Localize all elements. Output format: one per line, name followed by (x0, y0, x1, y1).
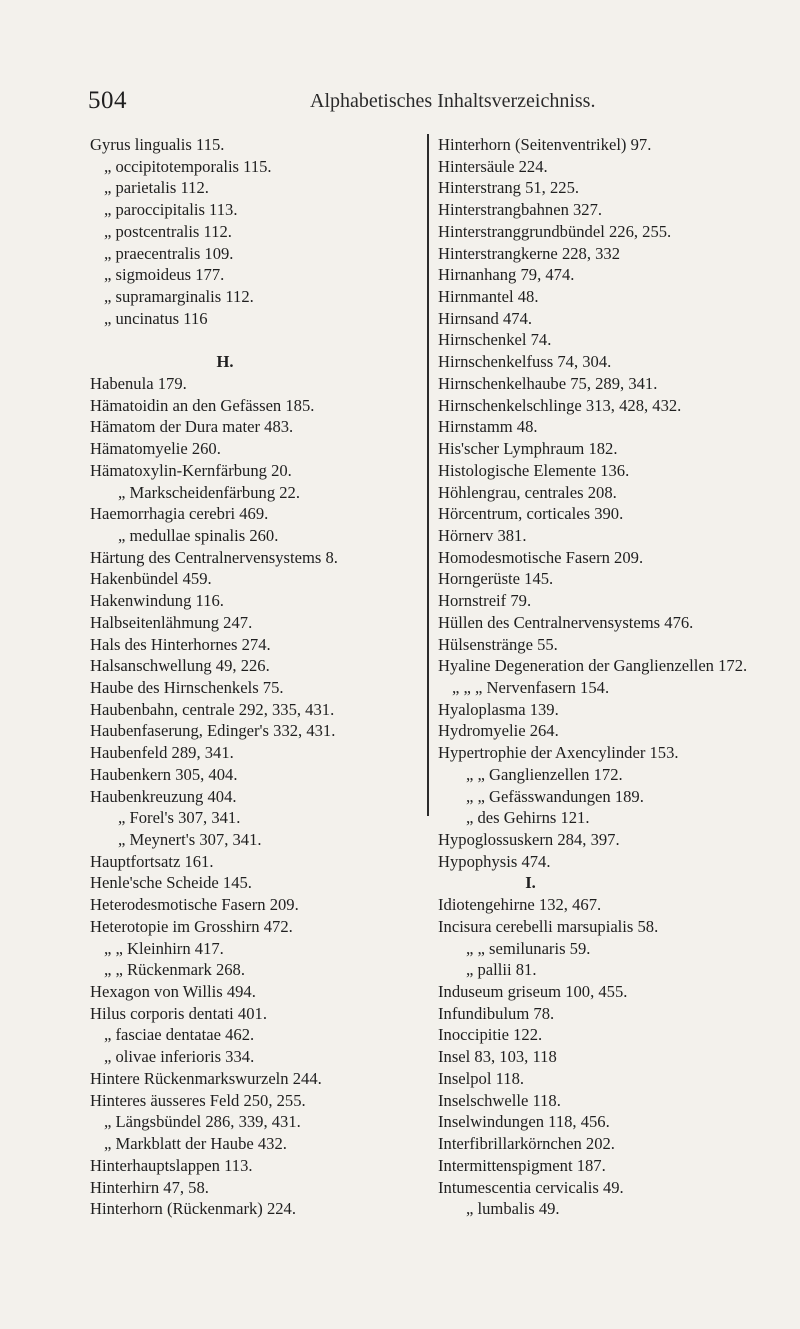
index-entry: Horngerüste 145. (438, 569, 554, 589)
index-entry: Insel 83, 103, 118 (438, 1047, 557, 1067)
index-entry: Hakenwindung 116. (90, 591, 224, 611)
index-entry: Hintersäule 224. (438, 156, 548, 176)
index-entry: „ „ Ganglienzellen 172. (466, 764, 623, 784)
index-entry: Intumescentia cervicalis 49. (438, 1177, 624, 1197)
index-entry: „ occipitotemporalis 115. (104, 156, 272, 176)
index-entry: Hörcentrum, corticales 390. (438, 504, 624, 524)
index-entry: „ „ semilunaris 59. (466, 938, 591, 958)
index-entry: Hirnmantel 48. (438, 287, 539, 307)
index-entry: Hinteres äusseres Feld 250, 255. (90, 1090, 306, 1110)
index-entry: Hinterhorn (Seitenventrikel) 97. (438, 135, 652, 154)
index-entry: Incisura cerebelli marsupialis 58. (438, 916, 659, 936)
index-entry: Habenula 179. (90, 373, 187, 393)
index-entry: Hinterstranggrundbündel 226, 255. (438, 221, 672, 241)
index-entry: Histologische Elemente 136. (438, 460, 630, 480)
index-entry: Haube des Hirnschenkels 75. (90, 677, 284, 697)
index-entry: Hirnstamm 48. (438, 417, 538, 437)
index-entry: Inselschwelle 118. (438, 1090, 561, 1110)
index-entry: Haubenkern 305, 404. (90, 764, 238, 784)
index-entry: „ uncinatus 116 (104, 308, 208, 328)
index-entry: Hinterhirn 47, 58. (90, 1177, 209, 1197)
section-letter-heading: I. (525, 873, 536, 893)
index-column-right (432, 134, 783, 1220)
index-entry: „ sigmoideus 177. (104, 265, 225, 285)
index-entry: „ des Gehirns 121. (466, 808, 590, 828)
index-entry: Hyaloplasma 139. (438, 699, 559, 719)
index-entry: Infundibulum 78. (438, 1003, 555, 1023)
index-entry: Halsanschwellung 49, 226. (90, 656, 270, 676)
index-entry: Haemorrhagia cerebri 469. (90, 504, 269, 524)
index-entry: „ lumbalis 49. (466, 1199, 560, 1219)
index-entry: „ Markblatt der Haube 432. (104, 1134, 287, 1154)
index-entry: Hirnschenkelfuss 74, 304. (438, 352, 612, 372)
spacer (90, 329, 420, 351)
index-entry: Hämatoxylin-Kernfärbung 20. (90, 460, 292, 480)
index-entry: „ olivae inferioris 334. (104, 1047, 255, 1067)
index-entry: Homodesmotische Fasern 209. (438, 547, 644, 567)
index-entry: Haubenbahn, centrale 292, 335, 431. (90, 699, 335, 719)
index-entry: Hakenbündel 459. (90, 569, 212, 589)
index-entry: „ „ Kleinhirn 417. (104, 938, 224, 958)
index-entry: Hirnschenkelschlinge 313, 428, 432. (438, 395, 682, 415)
index-entry: Hexagon von Willis 494. (90, 982, 256, 1002)
index-entry: Haubenfaserung, Edinger's 332, 431. (90, 721, 336, 741)
index-entry: „ „ Rückenmark 268. (104, 960, 245, 980)
index-entry: Inselpol 118. (438, 1068, 525, 1088)
index-entry: Intermittenspigment 187. (438, 1155, 606, 1175)
index-entry: Hinterhauptslappen 113. (90, 1155, 253, 1175)
index-entry: Heterotopie im Grosshirn 472. (90, 916, 293, 936)
index-entry: Höhlengrau, centrales 208. (438, 482, 617, 502)
index-entry: „ „ Gefässwandungen 189. (466, 786, 644, 806)
index-entry: Hilus corporis dentati 401. (90, 1003, 267, 1023)
index-entry: Hüllen des Centralnervensystems 476. (438, 612, 694, 632)
index-entry: Hülsenstränge 55. (438, 634, 558, 654)
index-entry: Hypoglossuskern 284, 397. (438, 830, 620, 849)
index-entry: Hydromyelie 264. (438, 721, 559, 741)
index-entry: „ paroccipitalis 113. (104, 200, 238, 220)
index-entry: Hauptfortsatz 161. (90, 851, 214, 871)
index-entry: Hinterstrangbahnen 327. (438, 200, 603, 220)
index-entry: „ parietalis 112. (104, 178, 209, 198)
index-entry: Hämatomyelie 260. (90, 439, 221, 459)
index-entry: His'scher Lymphraum 182. (438, 439, 618, 459)
index-entry: Heterodesmotische Fasern 209. (90, 895, 299, 915)
index-entry: Induseum griseum 100, 455. (438, 982, 628, 1002)
index-entry: „ „ „ Nervenfasern 154. (452, 677, 610, 697)
index-entry: Hirnanhang 79, 474. (438, 265, 575, 285)
index-entry: Hirnsand 474. (438, 308, 533, 328)
index-entry: „ pallii 81. (466, 960, 537, 980)
index-entry: „ fasciae dentatae 462. (104, 1025, 255, 1045)
index-entry: Henle'sche Scheide 145. (90, 873, 252, 893)
page-title: Alphabetisches Inhaltsverzeichniss. (310, 90, 596, 112)
index-entry: „ medullae spinalis 260. (118, 525, 279, 545)
index-entry: Inoccipitie 122. (438, 1025, 543, 1045)
index-entry: Haubenfeld 289, 341. (90, 743, 234, 763)
index-entry: Halbseitenlähmung 247. (90, 612, 253, 632)
index-entry: Hirnschenkelhaube 75, 289, 341. (438, 373, 658, 393)
index-entry: „ Forel's 307, 341. (118, 808, 241, 828)
index-entry: Hyaline Degeneration der Ganglienzellen 172. (438, 656, 748, 676)
section-letter-heading: H. (216, 352, 234, 372)
index-entry: „ Meynert's 307, 341. (118, 830, 262, 849)
index-entry: Hörnerv 381. (438, 525, 527, 545)
index-entry: „ Längsbündel 286, 339, 431. (104, 1112, 301, 1132)
index-entry: Hinterstrang 51, 225. (438, 178, 580, 198)
index-entry: Hinterstrangkerne 228, 332 (438, 243, 621, 263)
index-entry: Härtung des Centralnervensystems 8. (90, 547, 338, 567)
index-entry: Interfibrillarkörnchen 202. (438, 1134, 615, 1154)
index-entry: Hypophysis 474. (438, 851, 551, 871)
index-entry: Hornstreif 79. (438, 591, 532, 611)
index-entry: „ postcentralis 112. (104, 221, 232, 241)
index-entry: Inselwindungen 118, 456. (438, 1112, 610, 1132)
index-entry: „ supramarginalis 112. (104, 287, 254, 307)
index-entry: Hypertrophie der Axencylinder 153. (438, 743, 679, 763)
index-column-left (90, 134, 420, 1220)
index-entry: Idiotengehirne 132, 467. (438, 895, 602, 915)
index-entry: „ praecentralis 109. (104, 243, 234, 263)
index-entry: Haubenkreuzung 404. (90, 786, 237, 806)
index-entry: Hintere Rückenmarkswurzeln 244. (90, 1068, 322, 1088)
index-entry: Hämatom der Dura mater 483. (90, 417, 294, 437)
index-entry: Hirnschenkel 74. (438, 330, 552, 350)
index-entry: Hinterhorn (Rückenmark) 224. (90, 1199, 296, 1219)
column-divider (427, 134, 429, 816)
page-number: 504 (88, 87, 127, 114)
index-entry: Gyrus lingualis 115. (90, 135, 225, 154)
index-entry: „ Markscheidenfärbung 22. (118, 482, 301, 502)
index-entry: Hals des Hinterhornes 274. (90, 634, 271, 654)
index-entry: Hämatoidin an den Gefässen 185. (90, 395, 315, 415)
